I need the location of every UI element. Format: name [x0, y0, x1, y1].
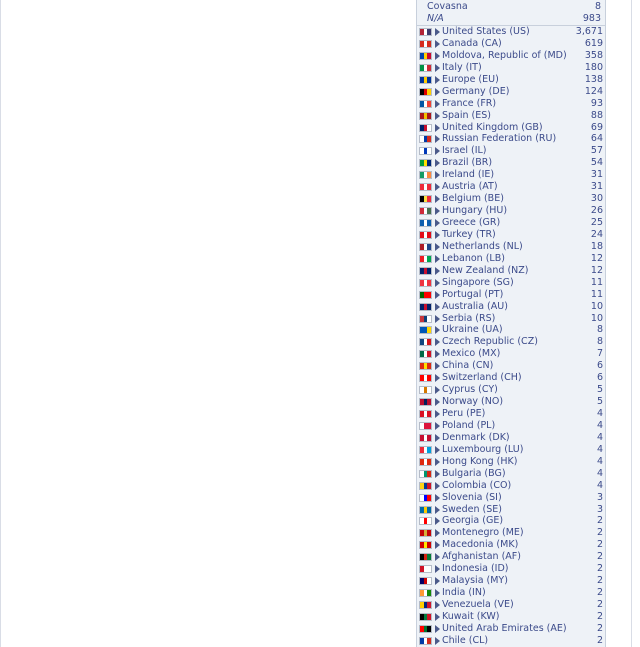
country-count: 6 — [596, 372, 603, 384]
flag-icon — [419, 529, 432, 537]
country-list — [417, 26, 605, 647]
country-row[interactable] — [417, 26, 605, 38]
country-row[interactable] — [417, 360, 605, 372]
country-count: 3 — [596, 503, 603, 515]
country-row[interactable] — [417, 133, 605, 145]
country-row[interactable] — [417, 587, 605, 599]
country-row[interactable] — [417, 480, 605, 492]
flag-icon — [419, 410, 432, 418]
flag-icon — [419, 219, 432, 227]
flag-icon — [419, 195, 432, 203]
country-name: Canada (CA) — [442, 37, 502, 49]
country-count: 180 — [584, 61, 603, 73]
expand-arrow-icon[interactable] — [435, 28, 440, 36]
country-count: 2 — [596, 599, 603, 610]
country-count: 57 — [590, 145, 603, 157]
flag-icon — [419, 517, 432, 525]
country-row[interactable] — [417, 432, 605, 444]
flag-icon — [419, 135, 432, 143]
expand-arrow-icon[interactable] — [435, 243, 440, 251]
country-count: 2 — [596, 539, 603, 551]
flag-icon — [419, 553, 432, 561]
flag-icon — [419, 398, 432, 406]
country-row[interactable] — [417, 623, 605, 635]
flag-icon — [419, 446, 432, 454]
country-name: Hong Kong (HK) — [442, 455, 518, 467]
expand-arrow-icon[interactable] — [435, 159, 440, 167]
country-name: United Kingdom (GB) — [442, 121, 543, 133]
country-name: Serbia (RS) — [442, 312, 496, 324]
expand-arrow-icon[interactable] — [435, 76, 440, 84]
page-border-left — [0, 0, 1, 647]
country-row[interactable] — [417, 122, 605, 134]
flag-icon — [419, 613, 432, 621]
country-stats-panel — [416, 0, 606, 647]
country-name: New Zealand (NZ) — [442, 264, 529, 276]
country-name: Montenegro (ME) — [442, 527, 524, 539]
country-row[interactable] — [417, 74, 605, 86]
flag-icon — [419, 577, 432, 585]
country-count: 4 — [596, 443, 603, 455]
expand-arrow-icon[interactable] — [435, 374, 440, 382]
flag-icon — [419, 291, 432, 299]
expand-arrow-icon[interactable] — [435, 529, 440, 537]
country-count: 2 — [596, 587, 603, 599]
flag-icon — [419, 362, 432, 370]
expand-arrow-icon[interactable] — [435, 362, 440, 370]
country-row[interactable] — [417, 575, 605, 587]
country-name: India (IN) — [442, 587, 486, 599]
country-count: 6 — [596, 360, 603, 372]
country-name: Germany (DE) — [442, 85, 510, 97]
country-row[interactable] — [417, 253, 605, 265]
expand-arrow-icon[interactable] — [435, 637, 440, 645]
expand-arrow-icon[interactable] — [435, 601, 440, 609]
country-name: Mexico (MX) — [442, 348, 501, 360]
country-name: Italy (IT) — [442, 61, 482, 73]
country-name: Moldova, Republic of (MD) — [442, 49, 567, 61]
country-row[interactable] — [417, 635, 605, 647]
expand-arrow-icon[interactable] — [435, 625, 440, 633]
expand-arrow-icon[interactable] — [435, 422, 440, 430]
country-name: Spain (ES) — [442, 109, 492, 121]
country-name: Denmark (DK) — [442, 431, 510, 443]
country-count: 64 — [590, 133, 603, 145]
country-row[interactable] — [417, 62, 605, 74]
expand-arrow-icon[interactable] — [435, 171, 440, 179]
country-name: Lebanon (LB) — [442, 252, 505, 264]
country-name: Netherlands (NL) — [442, 240, 523, 252]
country-row[interactable] — [417, 444, 605, 456]
country-row[interactable] — [417, 384, 605, 396]
flag-icon — [419, 100, 432, 108]
country-count: 7 — [596, 348, 603, 360]
country-count: 12 — [590, 252, 603, 264]
country-row[interactable] — [417, 38, 605, 50]
expand-arrow-icon[interactable] — [435, 506, 440, 514]
expand-arrow-icon[interactable] — [435, 577, 440, 585]
flag-icon — [419, 76, 432, 84]
country-count: 10 — [590, 300, 603, 312]
expand-arrow-icon[interactable] — [435, 326, 440, 334]
country-count: 4 — [596, 467, 603, 479]
flag-icon — [419, 112, 432, 120]
country-name: United Arab Emirates (AE) — [442, 622, 567, 634]
expand-arrow-icon[interactable] — [435, 350, 440, 358]
country-name: Cyprus (CY) — [442, 384, 498, 396]
country-name: Hungary (HU) — [442, 205, 508, 217]
country-count: 31 — [590, 169, 603, 181]
expand-arrow-icon[interactable] — [435, 553, 440, 561]
flag-icon — [419, 267, 432, 275]
country-name: Greece (GR) — [442, 217, 501, 228]
country-row[interactable] — [417, 348, 605, 360]
country-row[interactable] — [417, 110, 605, 122]
country-count: 2 — [596, 527, 603, 539]
country-name: Bulgaria (BG) — [442, 467, 506, 479]
expand-arrow-icon[interactable] — [435, 446, 440, 454]
country-name: Colombia (CO) — [442, 479, 512, 491]
region-count: 8 — [594, 1, 601, 12]
flag-icon — [419, 458, 432, 466]
country-count: 24 — [590, 228, 603, 240]
country-row[interactable] — [417, 277, 605, 289]
country-count: 4 — [596, 479, 603, 491]
country-row[interactable] — [417, 456, 605, 468]
country-name: Luxembourg (LU) — [442, 443, 524, 455]
country-count: 3,671 — [575, 26, 603, 37]
country-count: 5 — [596, 396, 603, 408]
flag-icon — [419, 326, 432, 334]
country-count: 124 — [584, 85, 603, 97]
country-name: Malaysia (MY) — [442, 575, 508, 587]
country-row[interactable] — [417, 396, 605, 408]
country-row[interactable] — [417, 86, 605, 98]
country-count: 93 — [590, 97, 603, 109]
expand-arrow-icon[interactable] — [435, 219, 440, 227]
country-name: Singapore (SG) — [442, 276, 514, 288]
flag-icon — [419, 422, 432, 430]
country-row[interactable] — [417, 539, 605, 551]
country-count: 8 — [596, 336, 603, 348]
region-row-na[interactable] — [427, 13, 601, 25]
country-row[interactable] — [417, 468, 605, 480]
country-name: Russian Federation (RU) — [442, 133, 557, 145]
country-count: 2 — [596, 622, 603, 634]
country-count: 8 — [596, 324, 603, 336]
country-count: 138 — [584, 73, 603, 85]
flag-icon — [419, 315, 432, 323]
country-name: Sweden (SE) — [442, 503, 503, 515]
expand-arrow-icon[interactable] — [435, 267, 440, 275]
flag-icon — [419, 625, 432, 633]
country-name: United States (US) — [442, 26, 530, 37]
country-name: Europe (EU) — [442, 73, 499, 85]
flag-icon — [419, 386, 432, 394]
country-name: Poland (PL) — [442, 419, 496, 431]
country-row[interactable] — [417, 324, 605, 336]
country-name: China (CN) — [442, 360, 494, 372]
country-row[interactable] — [417, 492, 605, 504]
country-row[interactable] — [417, 205, 605, 217]
country-name: Georgia (GE) — [442, 515, 504, 527]
country-row[interactable] — [417, 181, 605, 193]
country-count: 10 — [590, 312, 603, 324]
flag-icon — [419, 565, 432, 573]
expand-arrow-icon[interactable] — [435, 338, 440, 346]
flag-icon — [419, 637, 432, 645]
expand-arrow-icon[interactable] — [435, 386, 440, 394]
expand-arrow-icon[interactable] — [435, 88, 440, 96]
country-row[interactable] — [417, 193, 605, 205]
country-row[interactable] — [417, 527, 605, 539]
country-name: Slovenia (SI) — [442, 491, 502, 503]
expand-arrow-icon[interactable] — [435, 52, 440, 60]
flag-icon — [419, 183, 432, 191]
country-count: 11 — [590, 276, 603, 288]
country-name: Indonesia (ID) — [442, 563, 509, 575]
expand-arrow-icon[interactable] — [435, 613, 440, 621]
flag-icon — [419, 434, 432, 442]
country-count: 2 — [596, 563, 603, 575]
country-count: 4 — [596, 419, 603, 431]
country-count: 12 — [590, 264, 603, 276]
country-count: 11 — [590, 288, 603, 300]
country-count: 88 — [590, 109, 603, 121]
flag-icon — [419, 601, 432, 609]
country-row[interactable] — [417, 551, 605, 563]
country-count: 2 — [596, 610, 603, 622]
country-row[interactable] — [417, 563, 605, 575]
country-count: 26 — [590, 205, 603, 217]
country-name: Chile (CL) — [442, 634, 489, 646]
flag-icon — [419, 279, 432, 287]
flag-icon — [419, 28, 432, 36]
country-count: 18 — [590, 240, 603, 252]
country-row[interactable] — [417, 408, 605, 420]
country-count: 2 — [596, 515, 603, 527]
country-name: Macedonia (MK) — [442, 539, 519, 551]
expand-arrow-icon[interactable] — [435, 183, 440, 191]
country-name: Belgium (BE) — [442, 193, 504, 205]
country-count: 358 — [584, 49, 603, 61]
expand-arrow-icon[interactable] — [435, 195, 440, 203]
expand-arrow-icon[interactable] — [435, 124, 440, 132]
expand-arrow-icon[interactable] — [435, 112, 440, 120]
region-name: Covasna — [427, 1, 468, 12]
region-count: 983 — [582, 13, 601, 24]
country-name: Switzerland (CH) — [442, 372, 522, 384]
country-row[interactable] — [417, 98, 605, 110]
country-name: Czech Republic (CZ) — [442, 336, 538, 348]
flag-icon — [419, 88, 432, 96]
country-row[interactable] — [417, 420, 605, 432]
flag-icon — [419, 350, 432, 358]
country-count: 2 — [596, 575, 603, 587]
country-row[interactable] — [417, 515, 605, 527]
country-name: Afghanistan (AF) — [442, 551, 521, 563]
country-row[interactable] — [417, 301, 605, 313]
country-row[interactable] — [417, 313, 605, 325]
expand-arrow-icon[interactable] — [435, 589, 440, 597]
country-name: Peru (PE) — [442, 408, 486, 419]
expand-arrow-icon[interactable] — [435, 231, 440, 239]
expand-arrow-icon[interactable] — [435, 541, 440, 549]
country-name: Ireland (IE) — [442, 169, 495, 181]
region-name: N/A — [427, 13, 444, 24]
expand-arrow-icon[interactable] — [435, 255, 440, 263]
country-name: Venezuela (VE) — [442, 599, 514, 610]
country-count: 69 — [590, 121, 603, 133]
country-count: 31 — [590, 181, 603, 193]
flag-icon — [419, 338, 432, 346]
country-row[interactable] — [417, 229, 605, 241]
country-row[interactable] — [417, 145, 605, 157]
expand-arrow-icon[interactable] — [435, 517, 440, 525]
country-row[interactable] — [417, 336, 605, 348]
region-row-covasna[interactable] — [427, 1, 601, 13]
country-count: 5 — [596, 384, 603, 396]
country-row[interactable] — [417, 50, 605, 62]
country-row[interactable] — [417, 372, 605, 384]
country-row[interactable] — [417, 599, 605, 611]
flag-icon — [419, 255, 432, 263]
flag-icon — [419, 482, 432, 490]
flag-icon — [419, 124, 432, 132]
expand-arrow-icon[interactable] — [435, 291, 440, 299]
expand-arrow-icon[interactable] — [435, 40, 440, 48]
country-row[interactable] — [417, 265, 605, 277]
country-count: 4 — [596, 455, 603, 467]
country-count: 2 — [596, 551, 603, 563]
country-name: Turkey (TR) — [442, 228, 496, 240]
expand-arrow-icon[interactable] — [435, 100, 440, 108]
expand-arrow-icon[interactable] — [435, 303, 440, 311]
expand-arrow-icon[interactable] — [435, 434, 440, 442]
country-row[interactable] — [417, 157, 605, 169]
country-row[interactable] — [417, 611, 605, 623]
flag-icon — [419, 494, 432, 502]
expand-arrow-icon[interactable] — [435, 147, 440, 155]
country-name: Norway (NO) — [442, 396, 504, 408]
country-count: 30 — [590, 193, 603, 205]
flag-icon — [419, 303, 432, 311]
country-row[interactable] — [417, 169, 605, 181]
country-count: 2 — [596, 634, 603, 646]
expand-arrow-icon[interactable] — [435, 494, 440, 502]
flag-icon — [419, 52, 432, 60]
country-name: Australia (AU) — [442, 300, 508, 312]
expand-arrow-icon[interactable] — [435, 64, 440, 72]
flag-icon — [419, 589, 432, 597]
country-row[interactable] — [417, 289, 605, 301]
flag-icon — [419, 541, 432, 549]
country-count: 25 — [590, 217, 603, 228]
expand-arrow-icon[interactable] — [435, 398, 440, 406]
flag-icon — [419, 207, 432, 215]
flag-icon — [419, 159, 432, 167]
expand-arrow-icon[interactable] — [435, 315, 440, 323]
flag-icon — [419, 374, 432, 382]
expand-arrow-icon[interactable] — [435, 207, 440, 215]
country-name: Portugal (PT) — [442, 288, 504, 300]
country-count: 54 — [590, 157, 603, 169]
page-border-right — [631, 0, 632, 647]
expand-arrow-icon[interactable] — [435, 279, 440, 287]
flag-icon — [419, 470, 432, 478]
country-count: 4 — [596, 408, 603, 419]
flag-icon — [419, 64, 432, 72]
expand-arrow-icon[interactable] — [435, 410, 440, 418]
flag-icon — [419, 506, 432, 514]
expand-arrow-icon[interactable] — [435, 482, 440, 490]
country-name: Kuwait (KW) — [442, 610, 500, 622]
flag-icon — [419, 231, 432, 239]
flag-icon — [419, 147, 432, 155]
country-count: 3 — [596, 491, 603, 503]
expand-arrow-icon[interactable] — [435, 135, 440, 143]
expand-arrow-icon[interactable] — [435, 565, 440, 573]
country-name: Ukraine (UA) — [442, 324, 503, 336]
expand-arrow-icon[interactable] — [435, 470, 440, 478]
flag-icon — [419, 171, 432, 179]
expand-arrow-icon[interactable] — [435, 458, 440, 466]
country-row[interactable] — [417, 504, 605, 516]
country-row[interactable] — [417, 241, 605, 253]
country-count: 619 — [584, 37, 603, 49]
country-name: France (FR) — [442, 97, 497, 109]
flag-icon — [419, 40, 432, 48]
country-name: Austria (AT) — [442, 181, 498, 193]
country-count: 4 — [596, 431, 603, 443]
country-name: Israel (IL) — [442, 145, 487, 157]
country-name: Brazil (BR) — [442, 157, 493, 169]
flag-icon — [419, 243, 432, 251]
country-row[interactable] — [417, 217, 605, 229]
